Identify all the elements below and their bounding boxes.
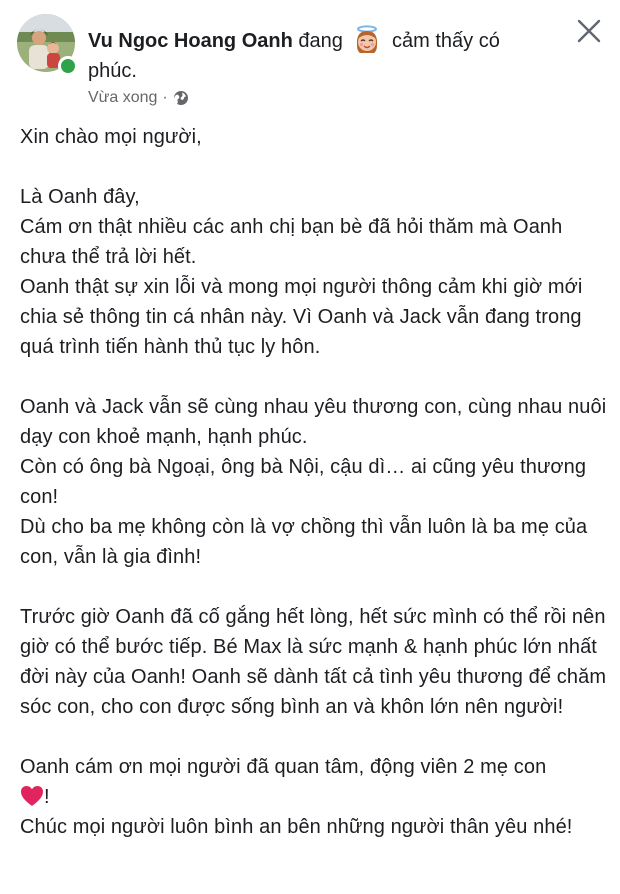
- author-line: [88, 26, 528, 86]
- post-body: [20, 122, 610, 842]
- meta-separator: ·: [162, 89, 168, 106]
- post-meta: [88, 89, 189, 107]
- closing-paragraph: [20, 752, 610, 842]
- paragraph: Trước giờ Oanh đã cố gắng hết lòng, hết sức mình có thể rồi nên giờ có thể bước tiếp. Bé Max là sức mạnh & hạnh phúc lớn nhất đời này của Oanh! Oanh sẽ dành tất cả tình yêu thương để chăm sóc con, cho con được sống bình an và khôn lớn nên người!: [20, 606, 607, 718]
- feeling-prefix: đang: [298, 30, 343, 52]
- close-button[interactable]: [576, 18, 602, 44]
- post-timestamp[interactable]: Vừa xong: [88, 89, 158, 106]
- paragraph: Xin chào mọi người,: [20, 126, 202, 148]
- paragraph: Là Oanh đây, Cám ơn thật nhiều các anh chị bạn bè đã hỏi thăm mà Oanh chưa thể trả lời hết. Oanh thật sự xin lỗi và mong mọi người thông cảm khi giờ mới chia sẻ thông tin cá nhân này. Vì Oanh và Jack vẫn đang trong quá trình tiến hành thủ tục ly hôn.: [20, 186, 583, 358]
- author-name[interactable]: Vu Ngoc Hoang Oanh: [88, 30, 293, 52]
- red-heart-icon: [20, 785, 44, 807]
- online-status-indicator: [58, 56, 78, 76]
- feeling-text: cảm thấy có phúc.: [88, 30, 500, 82]
- close-icon: [576, 18, 602, 44]
- closing-text: Oanh cám ơn mọi người đã quan tâm, động viên 2 mẹ con: [20, 756, 547, 778]
- closing-exclamation: !: [44, 786, 50, 808]
- globe-icon[interactable]: [173, 90, 189, 106]
- closing-wish: Chúc mọi người luôn bình an bên những người thân yêu nhé!: [20, 816, 573, 838]
- blessed-face-icon: [352, 25, 382, 55]
- paragraph: Oanh và Jack vẫn sẽ cùng nhau yêu thương con, cùng nhau nuôi dạy con khoẻ mạnh, hạnh phúc. Còn có ông bà Ngoại, ông bà Nội, cậu dì… ai cũng yêu thương con! Dù cho ba mẹ không còn là vợ chồng thì vẫn luôn là ba mẹ của con, vẫn là gia đình!: [20, 396, 607, 568]
- post-header: [0, 0, 620, 118]
